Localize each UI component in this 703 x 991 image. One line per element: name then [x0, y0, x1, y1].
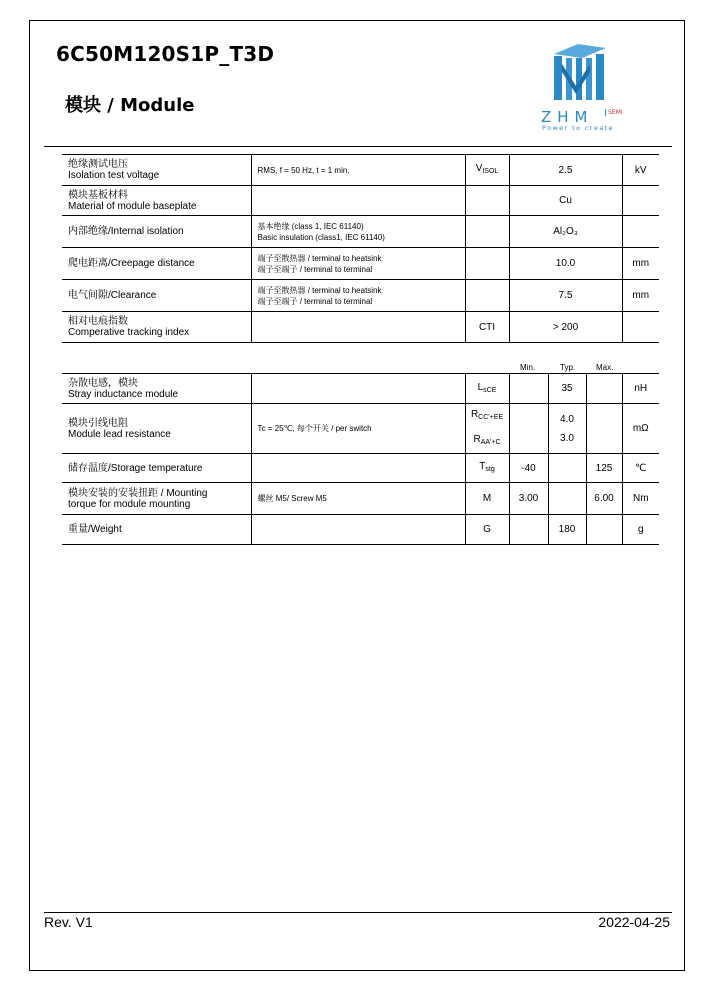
symbol-cell: [465, 248, 509, 280]
condition-cell: [251, 374, 465, 404]
param-cell: 储存温度/Storage temperature: [62, 454, 251, 483]
param-cell: 内部绝缘/Internal isolation: [62, 216, 251, 248]
symbol-subscript: stg: [485, 466, 495, 473]
min-cell: [509, 374, 548, 404]
symbol-main: G: [483, 524, 491, 535]
param-cell: 重量/Weight: [62, 515, 251, 545]
symbol-main: R: [470, 409, 479, 420]
typ-cell: 180: [548, 515, 586, 545]
condition-cell: RMS, f = 50 Hz, t = 1 min.: [251, 155, 465, 186]
company-logo: [536, 42, 626, 132]
condition-cell: [251, 515, 465, 545]
max-cell: [586, 404, 622, 454]
isolation-spec-table: [62, 154, 659, 343]
symbol-subscript: sCE: [483, 386, 497, 394]
footer-divider: [44, 912, 672, 913]
part-number: 6C50M120S1P_T3D: [56, 42, 275, 66]
unit-cell: [622, 186, 659, 216]
condition-cell: Tc = 25℃, 每个开关 / per switch: [251, 404, 465, 454]
typ-value-2: 3.0: [560, 432, 574, 444]
symbol-cell: [465, 312, 509, 343]
value-cell: 10.0: [509, 248, 622, 280]
min-cell: [509, 404, 548, 454]
table-row: [62, 216, 659, 248]
condition-cell: [251, 454, 465, 483]
unit-cell: mΩ: [622, 404, 659, 454]
unit-cell: mm: [622, 280, 659, 312]
symbol-subscript: ISOL: [482, 168, 499, 175]
max-cell: [586, 515, 622, 545]
symbol-cell: [465, 216, 509, 248]
unit-cell: mm: [622, 248, 659, 280]
symbol-cell: [465, 186, 509, 216]
value-cell: Al₂O₃: [509, 216, 622, 248]
section-title: 模块 / Module: [65, 95, 195, 116]
symbol-cell: [465, 404, 509, 454]
condition-cell: 端子至散热器 / terminal to heatsink 端子至端子 / terminal to terminal: [251, 248, 465, 280]
typ-cell: [548, 404, 586, 454]
max-cell: 6.00: [586, 483, 622, 515]
symbol-main: T: [479, 461, 486, 472]
symbol-subscript: CC'+EE: [478, 414, 504, 421]
symbol-cell: [465, 483, 509, 515]
param-cell: 电气间隙/Clearance: [62, 280, 251, 312]
symbol-cell: [465, 454, 509, 483]
symbol-main-2: R: [473, 434, 481, 445]
header-divider: [44, 146, 672, 147]
symbol-main: M: [482, 493, 492, 504]
unit-cell: Nm: [622, 483, 659, 515]
param-cell: 相对电痕指数 Comperative tracking index: [62, 312, 251, 343]
value-cell: 7.5: [509, 280, 622, 312]
symbol-subscript-2: AA'+C: [480, 439, 501, 446]
table-row: [62, 374, 659, 404]
min-cell: -40: [509, 454, 548, 483]
unit-cell: kV: [622, 155, 659, 186]
symbol-main: L: [477, 381, 484, 393]
table-row: [62, 404, 659, 454]
revision: Rev. V1: [44, 914, 93, 930]
value-cell: Cu: [509, 186, 622, 216]
unit-cell: g: [622, 515, 659, 545]
typ-cell: 35: [548, 374, 586, 404]
header-typ: Typ.: [560, 363, 576, 372]
condition-cell: 基本绝缘 (class 1, IEC 61140) Basic insulation (class1, IEC 61140): [251, 216, 465, 248]
max-cell: [586, 374, 622, 404]
min-cell: 3.00: [509, 483, 548, 515]
logo-semi: SEMI: [605, 109, 623, 116]
module-spec-table: [62, 373, 659, 545]
unit-cell: [622, 216, 659, 248]
max-cell: 125: [586, 454, 622, 483]
typ-value: 4.0: [560, 413, 574, 425]
min-cell: [509, 515, 548, 545]
table-row: [62, 186, 659, 216]
symbol-main: V: [475, 163, 483, 174]
param-cell: 爬电距离/Creepage distance: [62, 248, 251, 280]
table-row: [62, 280, 659, 312]
unit-cell: ℃: [622, 454, 659, 483]
symbol-cell: [465, 374, 509, 404]
symbol-main: CTI: [478, 321, 496, 333]
table-row: [62, 483, 659, 515]
value-cell: 2.5: [509, 155, 622, 186]
logo-mark-icon: [544, 42, 616, 104]
table-row: [62, 454, 659, 483]
logo-wordmark: ZHM: [541, 108, 594, 126]
symbol-cell: [465, 515, 509, 545]
condition-cell: 端子至散热器 / terminal to heatsink 端子至端子 / terminal to terminal: [251, 280, 465, 312]
unit-cell: [622, 312, 659, 343]
condition-cell: 螺丝 M5/ Screw M5: [251, 483, 465, 515]
param-cell: 模块引线电阻 Module lead resistance: [62, 404, 251, 454]
param-cell: 绝缘测试电压 Isolation test voltage: [62, 155, 251, 186]
symbol-cell: [465, 280, 509, 312]
table-row: [62, 155, 659, 186]
param-cell: 模块安装的安装扭距 / Mounting torque for module mounting: [62, 483, 251, 515]
value-cell: > 200: [509, 312, 622, 343]
header-min: Min.: [520, 363, 536, 372]
param-cell: 模块基板材料 Material of module baseplate: [62, 186, 251, 216]
param-cell: 杂散电感，模块 Stray inductance module: [62, 374, 251, 404]
unit-cell: nH: [622, 374, 659, 404]
logo-tagline: Power to create: [542, 124, 614, 132]
table-row: [62, 515, 659, 545]
symbol-cell: [465, 155, 509, 186]
date: 2022-04-25: [598, 914, 670, 930]
table-row: [62, 312, 659, 343]
table-row: [62, 248, 659, 280]
header-max: Max.: [596, 363, 614, 372]
typ-cell: [548, 483, 586, 515]
condition-cell: [251, 312, 465, 343]
typ-cell: [548, 454, 586, 483]
condition-cell: [251, 186, 465, 216]
